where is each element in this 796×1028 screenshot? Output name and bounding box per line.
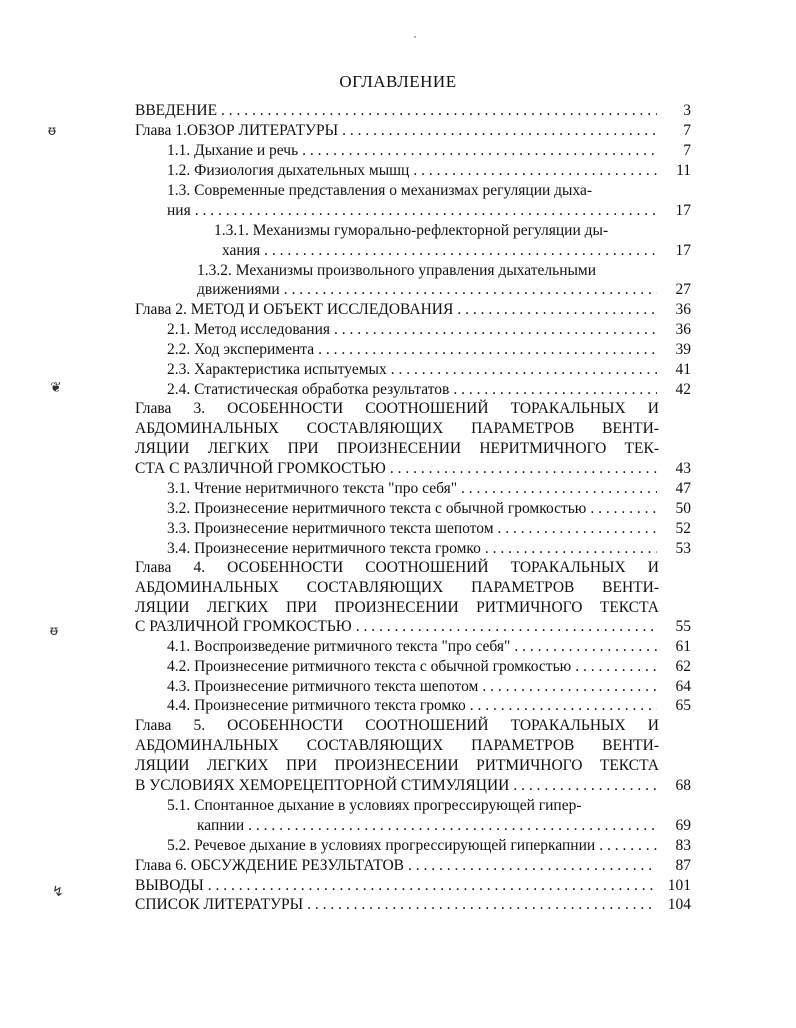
toc-entry[interactable] [135,617,691,637]
margin-mark-icon: ᵿ [50,623,58,639]
toc-leader [453,380,657,400]
toc-leader [221,101,657,121]
scan-speck [414,36,416,38]
toc-entry-text: 3.3. Произнесение неритмичного текста шепотом [167,520,494,537]
toc-leader [470,696,657,716]
toc-entry[interactable] [167,539,691,559]
toc-leader [485,539,657,559]
toc-entry-text[interactable]: АБДОМИНАЛЬНЫХ СОСТАВЛЯЮЩИХ ПАРАМЕТРОВ ВЕНТИ- [135,420,659,437]
toc-entry-page: 50 [675,500,691,517]
toc-entry[interactable] [197,816,691,836]
toc-entry-text: 5.2. Речевое дыхание в условиях прогрессирующей гиперкапнии [167,837,596,854]
toc-entry-text: 3.1. Чтение неритмичного текста "про себя" [167,480,458,497]
toc-entry[interactable] [135,101,691,121]
toc-leader [334,320,657,340]
toc-entry[interactable] [167,657,691,677]
toc-entry-page: 36 [675,301,691,318]
toc-entry[interactable] [167,696,691,716]
toc-entry[interactable] [135,776,691,796]
toc-leader [498,519,657,539]
toc-entry-page: 3 [683,102,691,119]
toc-entry-page: 41 [675,361,691,378]
toc-leader [575,657,657,677]
toc-entry-text: 3.2. Произнесение неритмичного текста с обычной громкостью [167,500,587,517]
toc-entry-page: 47 [675,480,691,497]
toc-entry-text: ВЫВОДЫ [135,877,204,894]
toc-entry-text: Глава 6. ОБСУЖДЕНИЕ РЕЗУЛЬТАТОВ [135,857,404,874]
toc-leader [307,895,657,915]
toc-entry[interactable] [167,519,691,539]
toc-entry-page: 7 [683,122,691,139]
toc-entry-text: 4.3. Произнесение ритмичного текста шепотом [167,678,479,695]
toc-entry-text[interactable]: 1.3. Современные представления о механизмах регуляции дыха- [167,182,593,199]
toc-entry-text: движениями [197,281,280,298]
toc-entry-text: ния [167,202,191,219]
toc-entry-text: Глава 2. МЕТОД И ОБЪЕКТ ИССЛЕДОВАНИЯ [135,301,454,318]
toc-entry-page: 52 [675,520,691,537]
toc-entry[interactable] [135,121,691,141]
toc-entry-page: 61 [675,638,691,655]
toc-entry[interactable] [167,499,691,519]
toc-title: ОГЛАВЛЕНИЕ [339,72,457,91]
toc-entry-text: 2.2. Ход эксперимента [167,341,315,358]
toc-entry-page: 101 [667,877,691,894]
toc-entry-text: 1.1. Дыхание и речь [167,142,299,159]
toc-entry-text: 2.4. Статистическая обработка результатов [167,381,450,398]
toc-entry-text[interactable]: АБДОМИНАЛЬНЫХ СОСТАВЛЯЮЩИХ ПАРАМЕТРОВ ВЕНТИ- [135,737,659,754]
toc-entry[interactable] [167,637,691,657]
toc-entry-page: 11 [676,162,691,179]
toc-entry-text: капнии [197,817,245,834]
toc-entry-text: ВВЕДЕНИЕ [135,102,218,119]
margin-mark-icon: ↯ [52,884,64,900]
toc-entry-text: хания [222,242,261,259]
toc-entry-text: 4.1. Воспроизведение ритмичного текста "про себя" [167,638,511,655]
toc-entry-page: 83 [675,837,691,854]
toc-entry-page: 87 [675,857,691,874]
toc-leader [195,201,657,221]
toc-leader [302,141,657,161]
toc-leader [413,161,657,181]
toc-entry[interactable] [167,479,691,499]
toc-leader [513,776,657,796]
toc-entry-text: 1.2. Физиология дыхательных мышц [167,162,410,179]
toc-entry-page: 64 [675,678,691,695]
toc-entry[interactable] [197,280,691,300]
toc-leader [482,677,657,697]
toc-entry-text: 2.3. Характеристика испытуемых [167,361,387,378]
toc-leader [599,836,657,856]
toc-entry-text[interactable]: 1.3.1. Механизмы гуморально-рефлекторной регуляции ды- [214,222,609,239]
toc-entry-text: В УСЛОВИЯХ ХЕМОРЕЦЕПТОРНОЙ СТИМУЛЯЦИИ [135,777,510,794]
toc-leader [342,121,657,141]
toc-entry-text: С РАЗЛИЧНОЙ ГРОМКОСТЬЮ [135,618,352,635]
toc-entry-page: 36 [675,321,691,338]
margin-mark-icon: ᵿ [48,123,56,139]
toc-leader [514,637,657,657]
toc-entry[interactable] [135,300,691,320]
toc-entry[interactable] [222,241,691,261]
toc-leader [390,459,657,479]
toc-entry[interactable] [167,836,691,856]
toc-leader [318,340,657,360]
toc-leader [408,856,657,876]
toc-entry-page: 43 [675,460,691,477]
toc-entry-text[interactable]: ЛЯЦИИ ЛЕГКИХ ПРИ ПРОИЗНЕСЕНИИ НЕРИТМИЧНОГО ТЕК- [135,440,659,457]
toc-entry[interactable] [135,856,691,876]
toc-leader [356,617,657,637]
toc-leader [284,280,657,300]
toc-leader [391,360,657,380]
toc-entry-text: 4.4. Произнесение ритмичного текста громко [167,697,466,714]
toc-entry-text[interactable]: ЛЯЦИИ ЛЕГКИХ ПРИ ПРОИЗНЕСЕНИИ РИТМИЧНОГО ТЕКСТА [135,757,659,774]
toc-entry-page: 42 [675,381,691,398]
toc-entry[interactable] [167,161,691,181]
toc-entry-page: 17 [675,202,691,219]
toc-entry-text[interactable]: 5.1. Спонтанное дыхание в условиях прогрессирующей гипер- [167,797,582,814]
toc-entry-text: 4.2. Произнесение ритмичного текста с обычной громкостью [167,658,572,675]
toc-entry[interactable] [167,141,691,161]
toc-entry-text[interactable]: Глава 4. ОСОБЕННОСТИ СООТНОШЕНИЙ ТОРАКАЛЬНЫХ И [135,559,659,576]
toc-entry[interactable] [167,340,691,360]
toc-entry-page: 39 [675,341,691,358]
toc-entry-page: 65 [675,697,691,714]
toc-leader [248,816,657,836]
toc-entry-text[interactable]: Глава 5. ОСОБЕННОСТИ СООТНОШЕНИЙ ТОРАКАЛЬНЫХ И [135,717,659,734]
toc-entry-page: 68 [675,777,691,794]
toc-entry-page: 69 [675,817,691,834]
toc-entry[interactable] [167,201,691,221]
toc-leader [590,499,657,519]
toc-entry[interactable] [167,677,691,697]
toc-leader [264,241,657,261]
toc-entry[interactable] [135,459,691,479]
toc-leader [208,876,657,896]
toc-entry-page: 62 [675,658,691,675]
toc-entry[interactable] [167,320,691,340]
toc-entry-page: 55 [675,618,691,635]
toc-entry-text: Глава 1.ОБЗОР ЛИТЕРАТУРЫ [135,122,339,139]
toc-entry-text: 3.4. Произнесение неритмичного текста громко [167,540,481,557]
toc-entry-page: 7 [683,142,691,159]
toc-entry-text[interactable]: ЛЯЦИИ ЛЕГКИХ ПРИ ПРОИЗНЕСЕНИИ РИТМИЧНОГО ТЕКСТА [135,599,659,616]
toc-entry[interactable] [167,360,691,380]
toc-entry-text[interactable]: Глава 3. ОСОБЕННОСТИ СООТНОШЕНИЙ ТОРАКАЛЬНЫХ И [135,400,659,417]
margin-mark-icon: ❦ [50,380,62,396]
toc-entry-text: СТА С РАЗЛИЧНОЙ ГРОМКОСТЬЮ [135,460,386,477]
toc-entry-text: 2.1. Метод исследования [167,321,331,338]
toc-entry-page: 104 [667,896,691,913]
toc-entry-text[interactable]: АБДОМИНАЛЬНЫХ СОСТАВЛЯЮЩИХ ПАРАМЕТРОВ ВЕНТИ- [135,579,659,596]
toc-leader [457,300,657,320]
toc-entry[interactable] [167,380,691,400]
toc-entry-page: 53 [675,540,691,557]
toc-entry[interactable] [135,895,691,915]
toc-entry-page: 17 [675,242,691,259]
toc-leader [461,479,657,499]
toc-entry-text: СПИСОК ЛИТЕРАТУРЫ [135,896,304,913]
toc-entry-page: 27 [675,281,691,298]
toc-entry-text[interactable]: 1.3.2. Механизмы произвольного управления дыхательными [197,262,597,279]
toc-entry[interactable] [135,876,691,896]
